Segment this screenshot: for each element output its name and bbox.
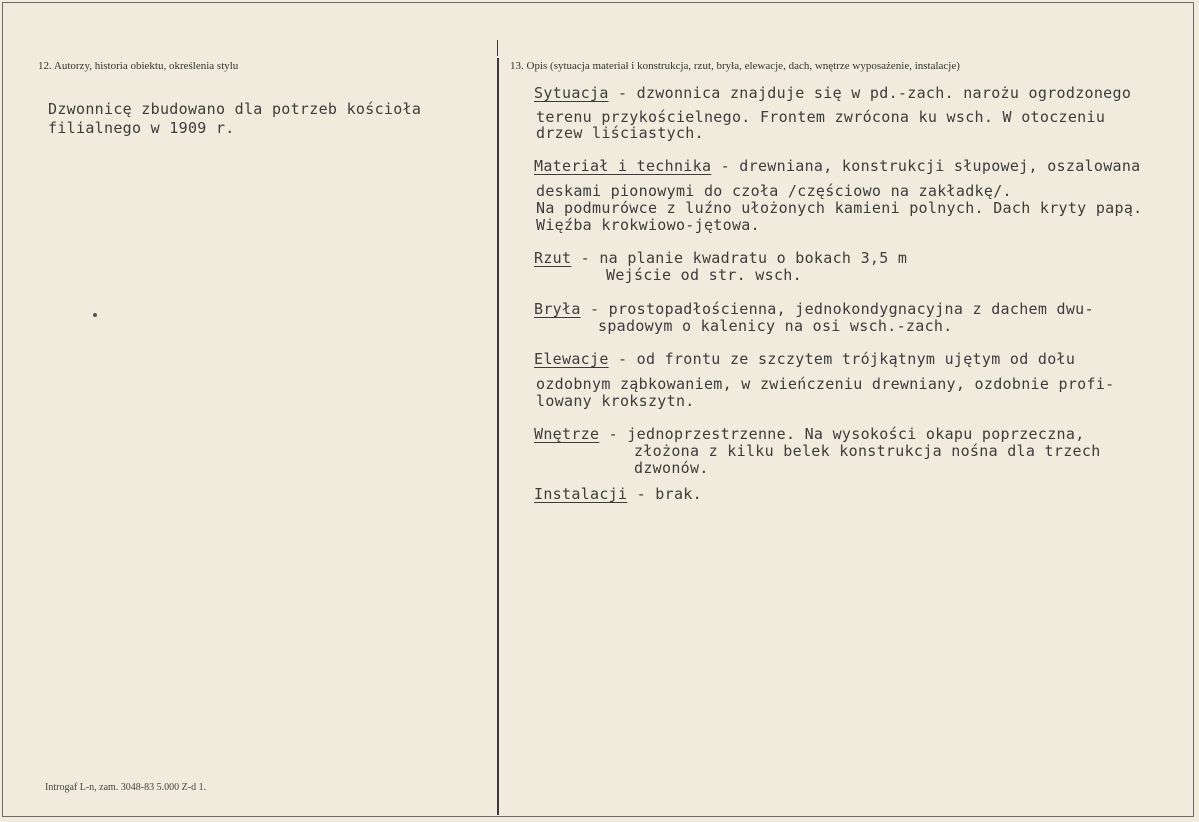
description-line: drzew liściastych. [536, 124, 704, 142]
column-divider [497, 58, 499, 815]
description-line [534, 425, 1085, 443]
description-line: Więźba krokwiowo-jętowa. [536, 216, 760, 234]
section-text: - dzwonnica znajduje się w pd.-zach. narożu ogrodzonego [608, 84, 1132, 102]
column-divider-top [497, 40, 498, 56]
section-label: Rzut [534, 249, 572, 267]
left-column-header: 12. Autorzy, historia obiektu, określenia stylu [38, 60, 239, 72]
description-line: Wejście od str. wsch. [606, 266, 802, 284]
section-text: - prostopadłościenna, jednokondygnacyjna z dachem dwu- [580, 300, 1094, 318]
description-line: terenu przykościelnego. Frontem zwrócona ku wsch. W otoczeniu [536, 108, 1106, 126]
section-text: - brak. [627, 485, 702, 503]
description-line: ozdobnym ząbkowaniem, w zwieńczeniu drewniany, ozdobnie profi- [536, 375, 1115, 393]
section-label: Sytuacja [534, 84, 609, 102]
right-column-header: 13. Opis (sytuacja materiał i konstrukcja, rzut, bryła, elewacje, dach, wnętrze wyposażenie, instalacje) [510, 60, 960, 72]
section-text: - na planie kwadratu o bokach 3,5 m [571, 249, 908, 267]
description-line: złożona z kilku belek konstrukcja nośna dla trzech [634, 442, 1101, 460]
ink-dot [93, 313, 97, 317]
description-line [534, 157, 1141, 175]
description-line [534, 485, 702, 503]
description-line [534, 300, 1094, 318]
description-line: Na podmurówce z luźno ułożonych kamieni polnych. Dach kryty papą. [536, 199, 1143, 217]
section-label: Wnętrze [534, 425, 600, 443]
description-line [534, 84, 1131, 102]
section-label: Materiał i technika [534, 157, 712, 175]
section-label: Elewacje [534, 350, 609, 368]
description-line: lowany krokszytn. [536, 392, 695, 410]
description-line [534, 249, 907, 267]
printer-imprint: Introgaf L-n, zam. 3048-83 5.000 Z-d 1. [45, 782, 207, 793]
description-line: deskami pionowymi do czoła /częściowo na zakładkę/. [536, 182, 1012, 200]
section-label: Bryła [534, 300, 581, 318]
description-line [534, 350, 1075, 368]
section-label: Instalacji [534, 485, 628, 503]
section-text: - od frontu ze szczytem trójkątnym ujętym od dołu [608, 350, 1076, 368]
description-line: dzwonów. [634, 459, 709, 477]
description-line: spadowym o kalenicy na osi wsch.-zach. [598, 317, 953, 335]
section-text: - drewniana, konstrukcji słupowej, oszalowana [711, 157, 1141, 175]
section-text: - jednoprzestrzenne. Na wysokości okapu poprzeczna, [599, 425, 1085, 443]
history-line: filialnego w 1909 r. [48, 119, 235, 137]
history-line: Dzwonnicę zbudowano dla potrzeb kościoła [48, 100, 422, 118]
